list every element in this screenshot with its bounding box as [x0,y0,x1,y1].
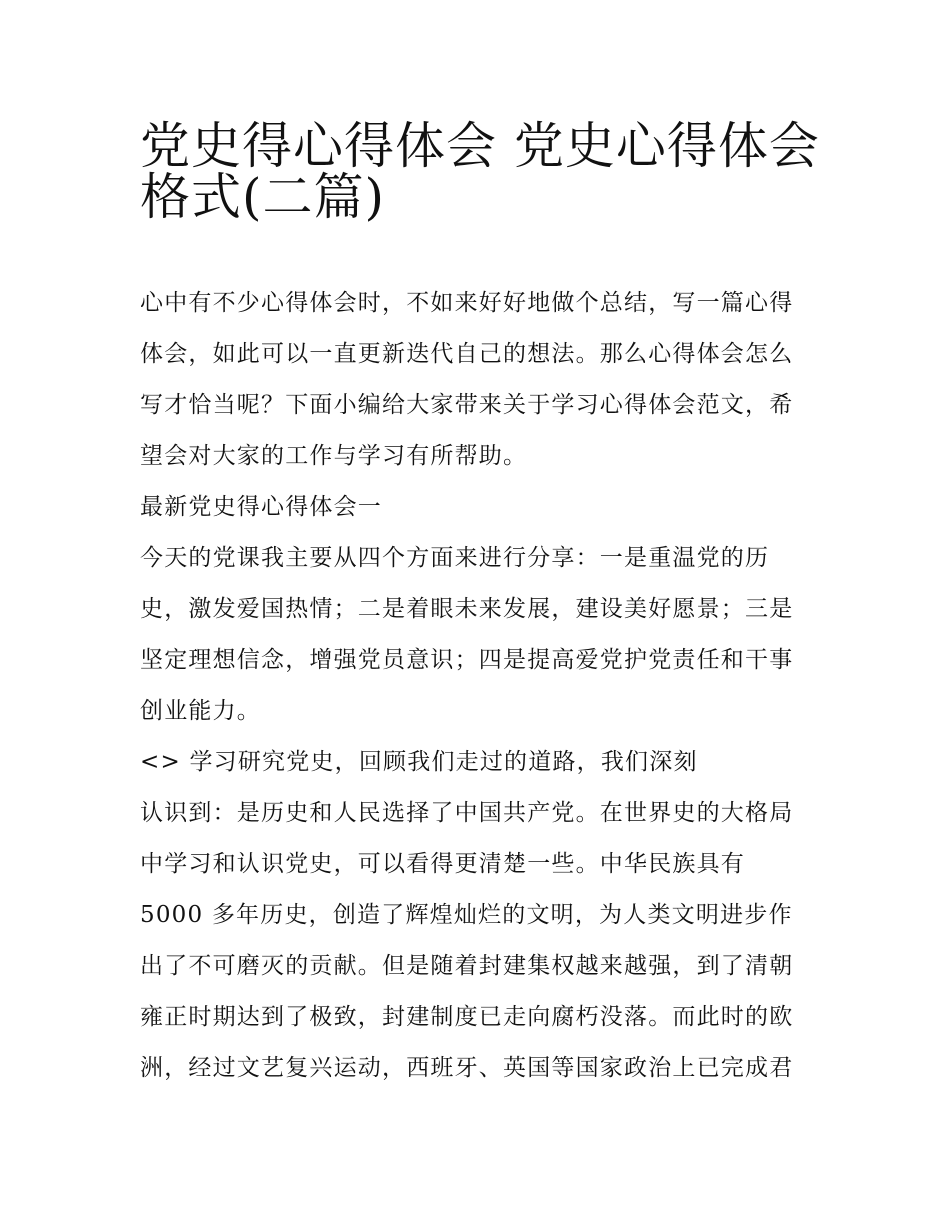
section-heading [140,482,815,533]
para3-line-6: 洲，经过文艺复兴运动，西班牙、英国等国家政治上已完成君 [140,1055,794,1081]
para1-line-4: 创业能力。 [140,698,261,724]
para1-line-2: 史，激发爱国热情；二是着眼未来发展，建设美好愿景；三是 [140,596,794,622]
paragraph-3 [140,788,815,1094]
paragraph-2 [140,737,815,788]
para1-line-3: 坚定理想信念，增强党员意识；四是提高爱党护党责任和干事 [140,647,794,673]
intro-paragraph [140,278,815,482]
intro-line-2: 体会，如此可以一直更新迭代自己的想法。那么心得体会怎么 [140,341,794,367]
section-heading-text: 最新党史得心得体会一 [140,494,382,520]
para3-line-2: 中学习和认识党史，可以看得更清楚一些。中华民族具有 [140,851,745,877]
para3-line-3: 5000 多年历史，创造了辉煌灿烂的文明，为人类文明进步作 [140,902,793,928]
para3-line-1: 认识到：是历史和人民选择了中国共产党。在世界史的大格局 [140,800,794,826]
para1-line-1: 今天的党课我主要从四个方面来进行分享：一是重温党的历 [140,545,770,571]
para2-line-1: <> 学习研究党史，回顾我们走过的道路，我们深刻 [140,749,698,775]
para3-line-4: 出了不可磨灭的贡献。但是随着封建集权越来越强，到了清朝 [140,953,794,979]
document-title [140,110,820,226]
document-body [140,278,815,1094]
para3-line-5: 雍正时期达到了极致，封建制度已走向腐朽没落。而此时的欧 [140,1004,794,1030]
intro-line-1: 心中有不少心得体会时，不如来好好地做个总结，写一篇心得 [140,290,794,316]
paragraph-1 [140,533,815,737]
title-line-2: 格式(二篇) [140,168,386,226]
intro-line-3: 写才恰当呢？下面小编给大家带来关于学习心得体会范文，希 [140,392,794,418]
intro-line-4: 望会对大家的工作与学习有所帮助。 [140,443,528,469]
title-line-1: 党史得心得体会 党史心得体会 [140,117,820,175]
